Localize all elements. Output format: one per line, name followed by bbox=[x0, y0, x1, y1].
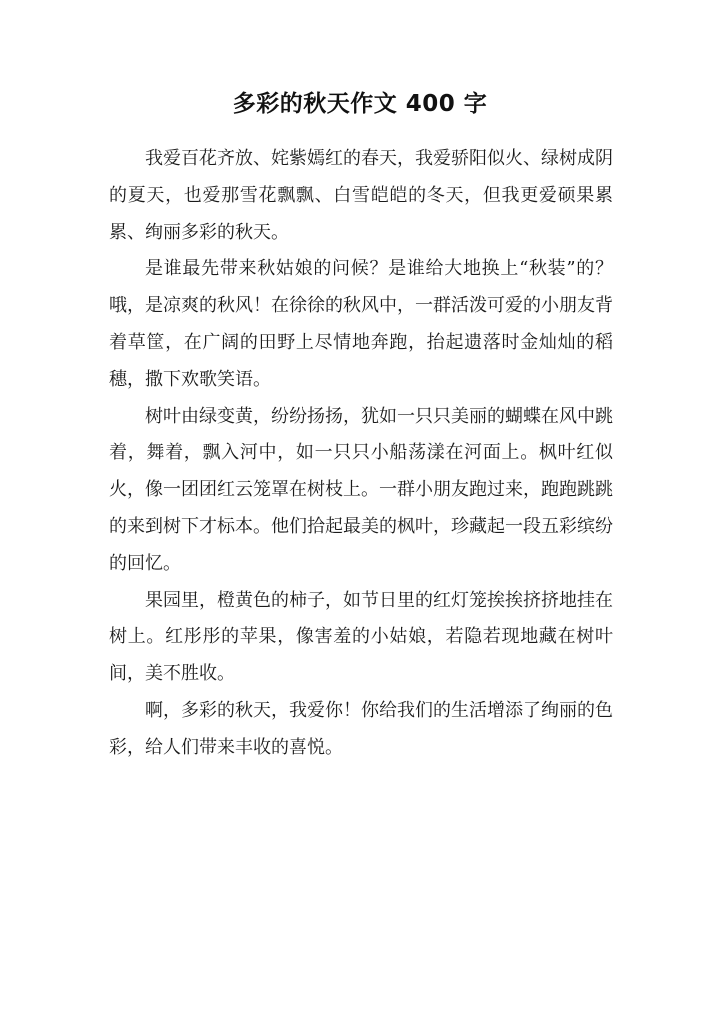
paragraph-1: 我爱百花齐放、姹紫嫣红的春天，我爱骄阳似火、绿树成阴的夏天，也爱那雪花飘飘、白雪皑皑的冬天，但我更爱硕果累累、绚丽多彩的秋天。 bbox=[109, 148, 613, 243]
paragraph-5: 啊，多彩的秋天，我爱你！你给我们的生活增添了绚丽的色彩，给人们带来丰收的喜悦。 bbox=[109, 699, 613, 758]
paragraph-3: 树叶由绿变黄，纷纷扬扬，犹如一只只美丽的蝴蝶在风中跳着，舞着，飘入河中，如一只只小船荡漾在河面上。枫叶红似火，像一团团红云笼罩在树枝上。一群小朋友跑过来，跑跑跳跳的来到树下才标本。他们拾起最美的枫叶，珍藏起一段五彩缤纷的回忆。 bbox=[109, 405, 613, 574]
document-title: 多彩的秋天作文 400 字 bbox=[232, 91, 488, 117]
paragraph-2: 是谁最先带来秋姑娘的问候？是谁给大地换上“秋装”的？哦，是凉爽的秋风！在徐徐的秋风中，一群活泼可爱的小朋友背着草筐，在广阔的田野上尽情地奔跑，抬起遗落时金灿灿的稻穗，撒下欢歌笑语。 bbox=[109, 258, 613, 390]
document-body bbox=[109, 141, 613, 767]
paragraph-4: 果园里，橙黄色的柿子，如节日里的红灯笼挨挨挤挤地挂在树上。红彤彤的苹果，像害羞的小姑娘，若隐若现地藏在树叶间，美不胜收。 bbox=[109, 589, 613, 685]
